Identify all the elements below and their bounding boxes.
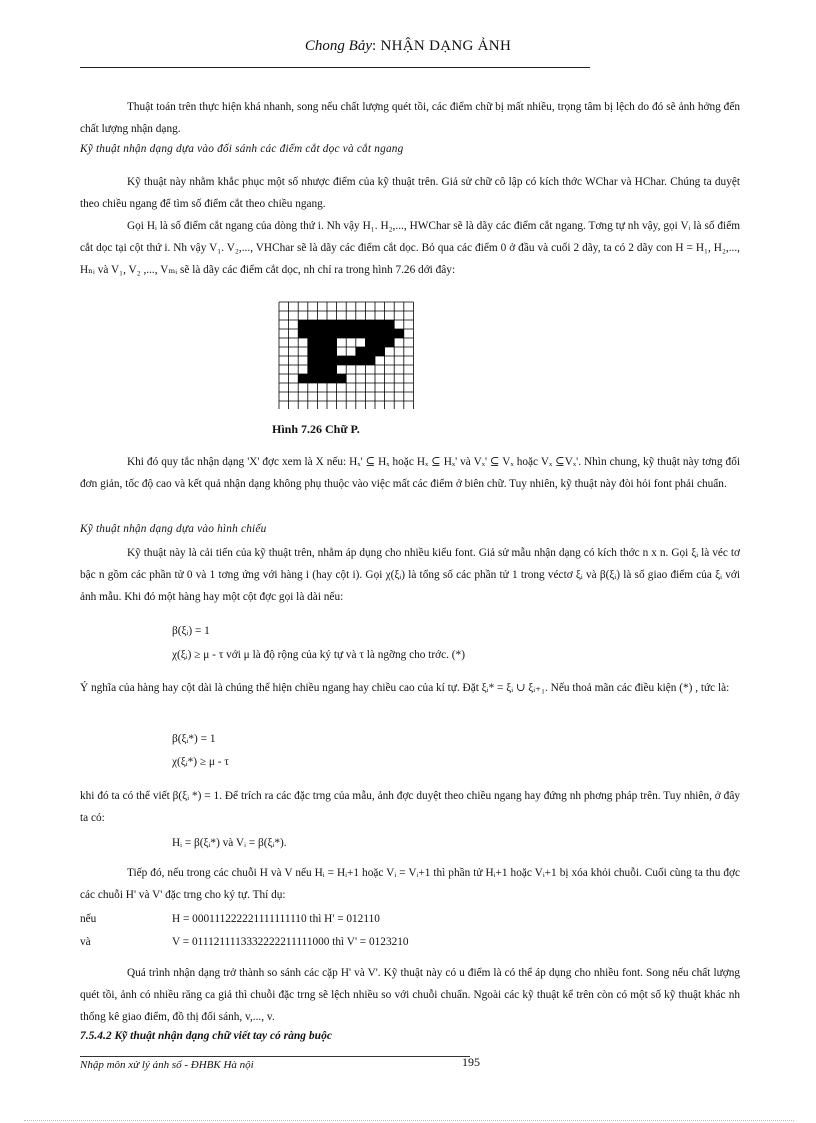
example-2: V = 0111211113332222211111000 thì V' = 0123210: [172, 936, 409, 948]
paragraph-1: Thuật toán trên thực hiện khá nhanh, song nếu chất lượng quét tồi, các điểm chữ bị mất nhiều, trọng tâm bị lệch do đó sẽ ảnh hởng đến chất lượng nhận dạng.: [80, 101, 740, 135]
letter-p-grid: [278, 301, 416, 409]
grid-cell-filled: [308, 365, 318, 374]
grid-cell-filled: [327, 365, 337, 374]
grid-cell-filled: [308, 329, 318, 338]
figure-caption: Hình 7.26 Chữ P.: [272, 422, 360, 436]
grid-cell-filled: [317, 347, 327, 356]
page-number: 195: [462, 1055, 480, 1069]
grid-cell-filled: [327, 320, 337, 329]
formula-2: χ(ξᵢ) ≥ μ - τ với μ là độ rộng của ký tự và τ là ngỡng cho trớc. (*): [172, 649, 465, 661]
grid-cell-filled: [308, 320, 318, 329]
grid-cell-filled: [337, 374, 347, 383]
grid-cell-filled: [346, 329, 356, 338]
grid-cell-filled: [365, 329, 375, 338]
grid-cell-filled: [298, 374, 308, 383]
grid-cell-filled: [375, 338, 385, 347]
grid-cell-filled: [385, 329, 395, 338]
paragraph-8: Tiếp đó, nếu trong các chuỗi H và V nếu Hᵢ = Hᵢ+1 hoặc Vᵢ = Vᵢ+1 thì phần tử Hᵢ+1 hoặc Vᵢ+1 bị xóa khỏi chuỗi. Cuối cùng ta thu đợc các chuỗi H' và V' đặc trng cho ký tự. Thí dụ:: [80, 867, 740, 901]
grid-cell-filled: [375, 329, 385, 338]
paragraph-4: Khi đó quy tắc nhận dạng 'X' đợc xem là X nếu: Hₓ' ⊆ Hₓ hoặc Hₓ ⊆ Hₓ' và Vₓ' ⊆ Vₓ hoặc Vₓ ⊆Vₓ'. Nhìn chung, kỹ thuật này tơng đối đơn giản, tốc độ cao và kết quả nhận dạng không phụ thuộc vào việc mất các điểm ở biên chữ. Tuy nhiên, kỹ thuật này đòi hỏi font phải chuẩn.: [80, 456, 740, 490]
grid-cell-filled: [356, 329, 366, 338]
page-edge-dotted-line: [24, 1120, 794, 1121]
grid-cell-filled: [337, 320, 347, 329]
paragraph-3: Gọi Hᵢ là số điểm cắt ngang của dòng thứ i. Nh vậy H₁. H₂,..., HWChar sẽ là dãy các điểm cắt ngang. Tơng tự nh vậy, gọi Vᵢ là số điểm cắt dọc tại cột thứ i. Nh vậy V₁. V₂,..., VHChar sẽ là dãy các điểm cắt dọc. Bỏ qua các điểm 0 ở đầu và cuối 2 dãy, ta có 2 dãy con H = H₁, H₂,..., Hₙᵢ và V₁, V₂ ,..., Vₘᵢ sẽ là dãy các điểm cắt dọc, nh chỉ ra trong hình 7.26 dới đây:: [80, 220, 740, 276]
subheading-cross-points: Kỹ thuật nhận dạng dựa vào đối sánh các điểm cắt dọc và cắt ngang: [80, 143, 404, 155]
grid-cell-filled: [356, 320, 366, 329]
grid-cell-filled: [298, 329, 308, 338]
footer-rule: [80, 1056, 470, 1057]
grid-cell-filled: [394, 329, 404, 338]
paragraph-6: Ý nghĩa của hàng hay cột dài là chúng thể hiện chiều ngang hay chiều cao của kí tự. Đặt ξᵢ* = ξᵢ ∪ ξᵢ₊₁. Nếu thoả mãn các điều kiện (*) , tức là:: [80, 682, 730, 694]
grid-cell-filled: [365, 320, 375, 329]
grid-cell-filled: [327, 329, 337, 338]
section-heading: 7.5.4.2 Kỹ thuật nhận dạng chữ viết tay có ràng buộc: [80, 1030, 332, 1042]
subheading-projection: Kỹ thuật nhận dạng dựa vào hình chiếu: [80, 523, 267, 535]
grid-cell-filled: [317, 320, 327, 329]
footer-text: Nhập môn xử lý ảnh số - ĐHBK Hà nội: [80, 1059, 254, 1071]
grid-cell-filled: [327, 356, 337, 365]
grid-cell-filled: [308, 338, 318, 347]
paragraph-5: Kỹ thuật này là cải tiến của kỹ thuật trên, nhằm áp dụng cho nhiều kiểu font. Giả sử mẫu nhận dạng có kích thớc n x n. Gọi ξᵢ là véc tơ bậc n gồm các phần tử 0 và 1 tơng ứng với hàng i (hay cột i). Gọi χ(ξᵢ) là tổng số các phần tử 1 trong véctơ ξᵢ và β(ξᵢ) là số giao điểm của ξᵢ với ảnh mẫu. Khi đó một hàng hay một cột đợc gọi là dài nếu:: [80, 547, 740, 603]
grid-cell-filled: [327, 338, 337, 347]
paragraph-2: Kỹ thuật này nhằm khắc phục một số nhược điểm của kỹ thuật trên. Giả sử chữ cô lập có kích thớc WChar và HChar. Chúng ta duyệt theo chiều ngang để tìm số điểm cắt theo chiều ngang.: [80, 176, 740, 210]
chapter-label: Chong Bảy: [304, 38, 372, 54]
formula-1: β(ξᵢ) = 1: [172, 625, 210, 637]
formula-3: β(ξᵢ*) = 1: [172, 733, 216, 745]
example-1-label: nếu: [80, 913, 97, 925]
chapter-title: : NHẬN DẠNG ẢNH: [372, 38, 512, 54]
formula-5: Hᵢ = β(ξᵢ*) và Vᵢ = β(ξᵢ*).: [172, 837, 287, 849]
grid-cell-filled: [327, 347, 337, 356]
grid-cell-filled: [337, 329, 347, 338]
grid-cell-filled: [308, 347, 318, 356]
grid-cell-filled: [317, 329, 327, 338]
grid-cell-filled: [356, 347, 366, 356]
grid-cell-filled: [385, 320, 395, 329]
formula-4: χ(ξᵢ*) ≥ μ - τ: [172, 756, 229, 768]
grid-cell-filled: [356, 356, 366, 365]
grid-cell-filled: [375, 347, 385, 356]
grid-cell-filled: [346, 356, 356, 365]
example-1: H = 000111222221111111110 thì H' = 012110: [172, 913, 380, 925]
grid-cell-filled: [317, 374, 327, 383]
grid-cell-filled: [385, 338, 395, 347]
header-rule: [80, 67, 590, 68]
figure-letter-p: [278, 301, 416, 414]
chapter-header: [0, 38, 816, 55]
grid-cell-filled: [337, 356, 347, 365]
grid-cell-filled: [327, 374, 337, 383]
grid-cell-filled: [365, 347, 375, 356]
grid-cell-filled: [317, 356, 327, 365]
paragraph-7: khi đó ta có thể viết β(ξᵢ *) = 1. Để trích ra các đặc trng của mẫu, ảnh đợc duyệt theo chiều ngang hay đứng nh phơng pháp trên. Tuy nhiên, ở đây ta có:: [80, 790, 740, 824]
grid-cell-filled: [308, 374, 318, 383]
grid-cell-filled: [317, 365, 327, 374]
grid-cell-filled: [298, 320, 308, 329]
grid-cell-filled: [308, 356, 318, 365]
example-2-label: và: [80, 936, 91, 948]
grid-cell-filled: [365, 356, 375, 365]
grid-cell-filled: [317, 338, 327, 347]
paragraph-9: Quá trình nhận dạng trở thành so sánh các cặp H' và V'. Kỹ thuật này có u điểm là có thể áp dụng cho nhiều font. Song nếu chất lượng quét tồi, ảnh có nhiều răng ca giả thì chuỗi đặc trng sẽ lệch nhiều so với chuỗi chuẩn. Ngoài các kỹ thuật kể trên còn có một số kỹ thuật khác nh thống kê giao điểm, đồ thị đối sánh, v,..., v.: [80, 967, 740, 1023]
grid-cell-filled: [365, 338, 375, 347]
grid-cell-filled: [346, 320, 356, 329]
grid-cell-filled: [375, 320, 385, 329]
